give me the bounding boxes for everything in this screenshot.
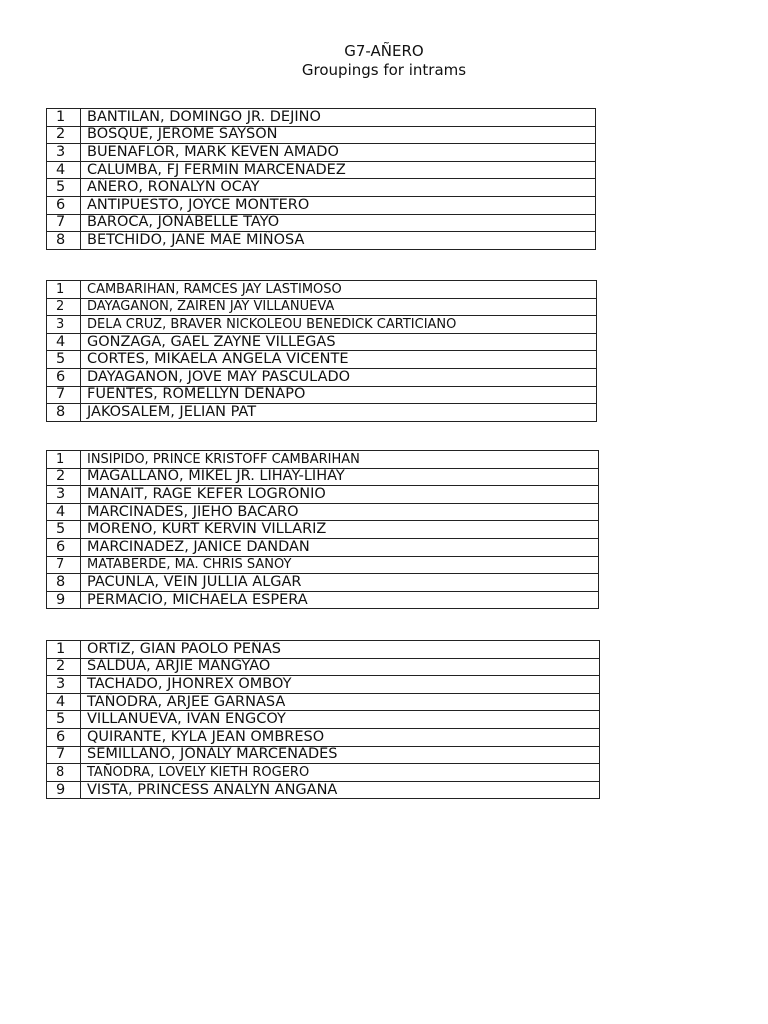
row-number: 7 — [47, 556, 81, 574]
member-name: CAMBARIHAN, RAMCES JAY LASTIMOSO — [81, 281, 597, 299]
row-number: 7 — [47, 214, 81, 232]
member-name: SALDUA, ARJIE MANGYAO — [81, 658, 600, 676]
table-row — [47, 196, 596, 214]
row-number: 9 — [47, 591, 81, 609]
table-row — [47, 538, 599, 556]
member-name: FUENTES, ROMELLYN DENAPO — [81, 386, 597, 404]
row-number: 2 — [47, 658, 81, 676]
member-name: QUIRANTE, KYLA JEAN OMBRESO — [81, 728, 600, 746]
row-number: 7 — [47, 746, 81, 764]
table-row — [47, 232, 596, 250]
row-number: 6 — [47, 368, 81, 386]
row-number: 5 — [47, 521, 81, 539]
group-4-table — [46, 640, 600, 799]
member-name: PERMACIO, MICHAELA ESPERA — [81, 591, 599, 609]
table-row — [47, 333, 597, 351]
row-number: 4 — [47, 503, 81, 521]
row-number: 6 — [47, 538, 81, 556]
row-number: 5 — [47, 711, 81, 729]
row-number: 1 — [47, 451, 81, 469]
row-number: 7 — [47, 386, 81, 404]
member-name: MANAIT, RAGE KEFER LOGRONIO — [81, 486, 599, 504]
row-number: 1 — [47, 641, 81, 659]
table-row — [47, 486, 599, 504]
row-number: 9 — [47, 781, 81, 799]
member-name: TAÑODRA, LOVELY KIETH ROGERO — [81, 764, 600, 782]
table-row — [47, 386, 597, 404]
member-name: INSIPIDO, PRINCE KRISTOFF CAMBARIHAN — [81, 451, 599, 469]
row-number: 8 — [47, 404, 81, 422]
table-row — [47, 298, 597, 316]
member-name: MARCINADES, JIEHO BACARO — [81, 503, 599, 521]
document-subtitle: Groupings for intrams — [301, 61, 467, 79]
table-row — [47, 109, 596, 127]
row-number: 3 — [47, 316, 81, 334]
table-row — [47, 144, 596, 162]
member-name: PACUNLA, VEIN JULLIA ALGAR — [81, 574, 599, 592]
group-2-table — [46, 280, 597, 422]
row-number: 4 — [47, 333, 81, 351]
table-row — [47, 746, 600, 764]
member-name: TACHADO, JHONREX OMBOY — [81, 676, 600, 694]
member-name: SEMILLANO, JONALY MARCENADES — [81, 746, 600, 764]
row-number: 6 — [47, 196, 81, 214]
group-3-table — [46, 450, 599, 609]
table-row — [47, 764, 600, 782]
member-name: MAGALLANO, MIKEL JR. LIHAY-LIHAY — [81, 468, 599, 486]
member-name: DAYAGANON, ZAIREN JAY VILLANUEVA — [81, 298, 597, 316]
member-name: ANTIPUESTO, JOYCE MONTERO — [81, 196, 596, 214]
member-name: BOSQUE, JEROME SAYSON — [81, 126, 596, 144]
row-number: 4 — [47, 161, 81, 179]
table-row — [47, 281, 597, 299]
row-number: 3 — [47, 676, 81, 694]
table-row — [47, 574, 599, 592]
member-name: JAKOSALEM, JELIAN PAT — [81, 404, 597, 422]
table-row — [47, 404, 597, 422]
row-number: 2 — [47, 298, 81, 316]
table-row — [47, 641, 600, 659]
member-name: ORTIZ, GIAN PAOLO PEÑAS — [81, 641, 600, 659]
table-row — [47, 503, 599, 521]
table-row — [47, 658, 600, 676]
member-name: BAROCA, JONABELLE TAYO — [81, 214, 596, 232]
row-number: 5 — [47, 179, 81, 197]
member-name: MORENO, KURT KERVIN VILLARIZ — [81, 521, 599, 539]
row-number: 2 — [47, 126, 81, 144]
row-number: 4 — [47, 693, 81, 711]
row-number: 3 — [47, 486, 81, 504]
table-row — [47, 591, 599, 609]
member-name: TAÑODRA, ARJEE GARNASA — [81, 693, 600, 711]
table-row — [47, 468, 599, 486]
row-number: 5 — [47, 351, 81, 369]
member-name: VILLANUEVA, IVAN ENGCOY — [81, 711, 600, 729]
member-name: DAYAGANON, JOVE MAY PASCULADO — [81, 368, 597, 386]
table-row — [47, 676, 600, 694]
member-name: AÑERO, RONALYN OCAY — [81, 179, 596, 197]
row-number: 3 — [47, 144, 81, 162]
table-row — [47, 368, 597, 386]
table-row — [47, 728, 600, 746]
member-name: MARCINADEZ, JANICE DANDAN — [81, 538, 599, 556]
table-row — [47, 556, 599, 574]
row-number: 8 — [47, 232, 81, 250]
row-number: 2 — [47, 468, 81, 486]
table-row — [47, 351, 597, 369]
row-number: 1 — [47, 281, 81, 299]
member-name: CORTES, MIKAELA ANGELA VICENTE — [81, 351, 597, 369]
member-name: BETCHIDO, JANE MAE MIÑOSA — [81, 232, 596, 250]
member-name: MATABERDE, MA. CHRIS SANOY — [81, 556, 599, 574]
document-title: G7-AÑERO — [344, 42, 424, 60]
row-number: 8 — [47, 764, 81, 782]
table-row — [47, 179, 596, 197]
table-row — [47, 711, 600, 729]
table-row — [47, 126, 596, 144]
member-name: BANTILAN, DOMINGO JR. DEJINO — [81, 109, 596, 127]
row-number: 8 — [47, 574, 81, 592]
member-name: GONZAGA, GAEL ZAYNE VILLEGAS — [81, 333, 597, 351]
member-name: CALUMBA, FJ FERMIN MARCENADEZ — [81, 161, 596, 179]
member-name: DELA CRUZ, BRAVER NICKOLEOU BENEDICK CARTICIANO — [81, 316, 597, 334]
table-row — [47, 781, 600, 799]
group-1-table — [46, 108, 596, 250]
row-number: 1 — [47, 109, 81, 127]
table-row — [47, 693, 600, 711]
member-name: BUENAFLOR, MARK KEVEN AMADO — [81, 144, 596, 162]
table-row — [47, 521, 599, 539]
member-name: VISTA, PRINCESS ANALYN ANGANA — [81, 781, 600, 799]
table-row — [47, 214, 596, 232]
table-row — [47, 316, 597, 334]
table-row — [47, 161, 596, 179]
row-number: 6 — [47, 728, 81, 746]
table-row — [47, 451, 599, 469]
